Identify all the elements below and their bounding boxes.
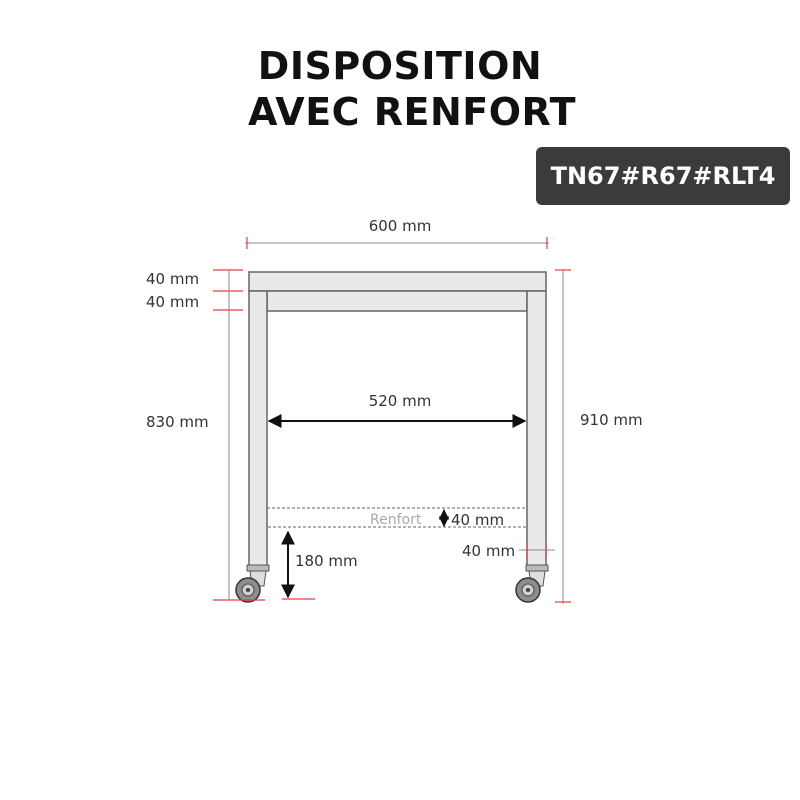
brace-ground-label: 180 mm xyxy=(295,552,358,570)
title-line-1: DISPOSITION xyxy=(257,44,543,88)
leg-width-label: 40 mm xyxy=(462,542,516,560)
total-height-label: 910 mm xyxy=(580,411,643,429)
brace-height-label: 40 mm xyxy=(451,511,505,529)
apron-height-label: 40 mm xyxy=(146,293,200,311)
caster-left xyxy=(236,565,269,602)
brace-label: Renfort xyxy=(370,512,422,528)
leg-left xyxy=(249,291,267,567)
leg-right xyxy=(527,291,546,567)
title-line-2: AVEC RENFORT xyxy=(247,90,577,134)
reference-badge: TN67#R67#RLT4 xyxy=(536,147,790,205)
caster-right xyxy=(516,565,548,602)
top-thickness-label: 40 mm xyxy=(146,270,200,288)
table-top xyxy=(249,272,546,291)
inner-width-label: 520 mm xyxy=(368,392,432,410)
under-height-label: 830 mm xyxy=(146,413,209,431)
apron xyxy=(267,291,527,311)
width-label: 600 mm xyxy=(368,217,432,235)
